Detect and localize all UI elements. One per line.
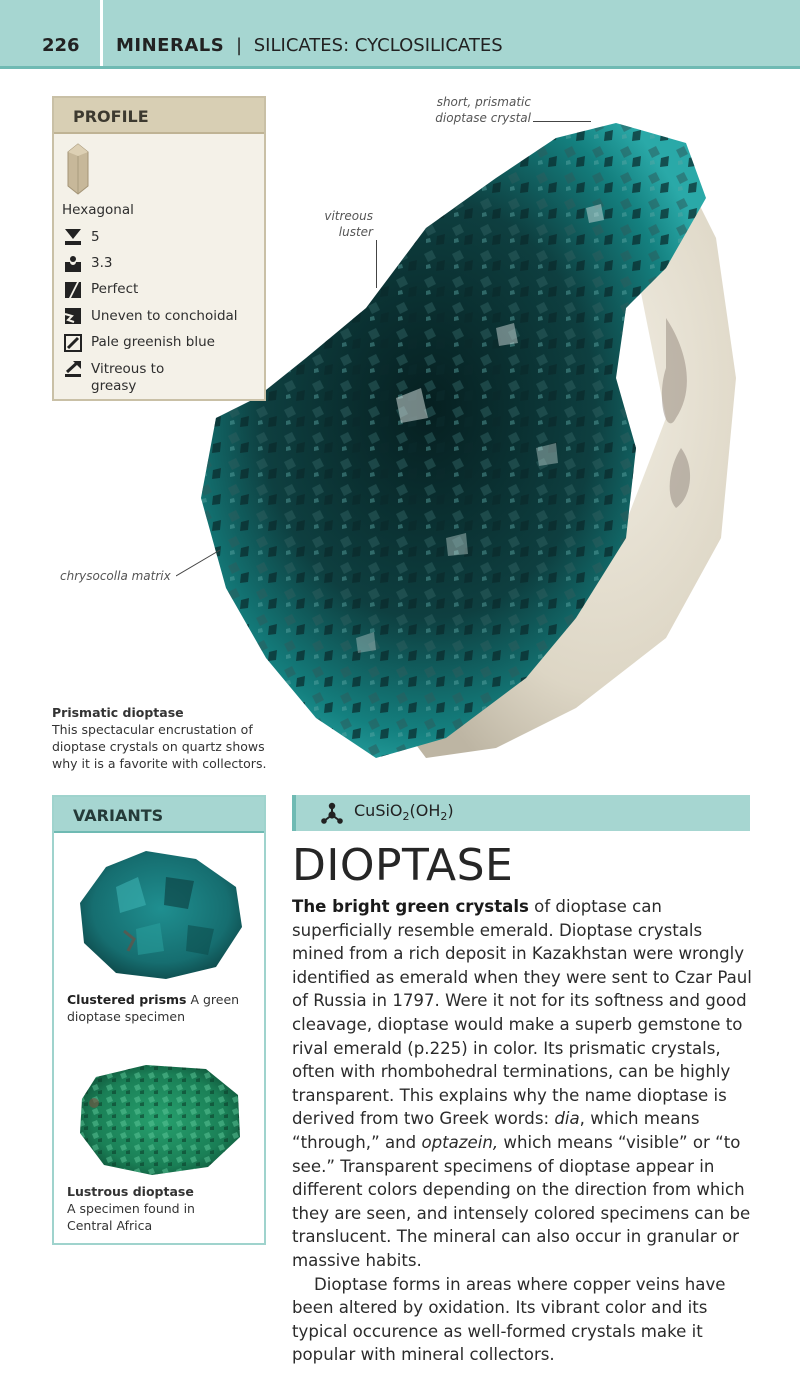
cleavage-icon [64, 281, 82, 299]
profile-specific-gravity: 3.3 [91, 255, 113, 271]
variants-box [52, 795, 266, 1245]
description-paragraph: Dioptase forms in areas where copper veins have been altered by oxidation. Its vibrant color and its typical occurence as well-formed crystals make it popular with mineral collectors. [292, 1274, 726, 1365]
callout-crystal: short, prismatic dioptase crystal [435, 95, 531, 125]
profile-fracture: Uneven to conchoidal [91, 308, 238, 324]
main-caption-line: why it is a favorite with collectors. [52, 756, 267, 771]
running-head [116, 35, 503, 56]
variants-title: VARIANTS [73, 806, 164, 825]
callout-luster: vitreous luster [324, 209, 373, 239]
hardness-icon [64, 228, 82, 246]
running-head-separator: | [235, 35, 243, 56]
chemical-formula: $CuSiO_2(OH_2)$ [354, 801, 454, 824]
profile-cleavage: Perfect [91, 281, 139, 297]
page-header [0, 0, 800, 66]
variants-header [54, 797, 264, 833]
main-specimen-image [196, 118, 741, 763]
streak-icon [64, 334, 82, 352]
profile-title: PROFILE [73, 107, 149, 126]
profile-hardness: 5 [91, 229, 100, 245]
section-name: MINERALS [116, 35, 225, 56]
main-caption-title: Prismatic dioptase [52, 705, 184, 720]
fracture-icon [64, 307, 82, 325]
main-caption-line: This spectacular encrustation of [52, 722, 253, 737]
header-divider [100, 0, 103, 66]
profile-streak: Pale greenish blue [91, 334, 215, 350]
hexagonal-crystal-icon [64, 142, 92, 196]
callout-matrix-line [176, 548, 222, 578]
callout-crystal-line [533, 121, 591, 122]
callout-matrix: chrysocolla matrix [60, 569, 171, 583]
variant-image-clustered-prisms [76, 847, 244, 983]
variant-caption-clustered-prisms: Clustered prisms A green dioptase specimen [67, 992, 240, 1024]
luster-icon [64, 360, 82, 378]
variant-image-lustrous-dioptase [76, 1059, 244, 1177]
profile-luster: Vitreous to greasy [91, 361, 165, 394]
specific-gravity-icon [64, 255, 82, 273]
description-paragraph: The bright green crystals of dioptase can superficially resemble emerald. Dioptase crystals mined from a rich deposit in Kazakhstan were wrongly identified as emerald when they were sent to Czar Paul of Russia in 1797. Were it not for its softness and good cleavage, dioptase would make a superb gemstone to rival emerald (p.225) in color. Its prismatic crystals, often with rhombohedral terminations, can be highly transparent. This explains why the name dioptase is derived from two Greek words: dia, which means “through,” and optazein, which means “visible” or “to see.” Transparent specimens of dioptase appear in different colors depending on the direction from which they are seen, and intensely colored specimens can be translucent. The mineral can also occur in granular or massive habits. [292, 897, 752, 1270]
mineral-description [292, 895, 752, 1367]
chemical-structure-icon [320, 802, 344, 824]
callout-luster-line [376, 240, 377, 288]
profile-header [54, 98, 264, 134]
profile-box [52, 96, 266, 401]
variant-caption-lustrous-dioptase: Lustrous dioptase A specimen found in Central Africa [67, 1184, 195, 1233]
header-rule [0, 66, 800, 69]
page-number: 226 [42, 35, 80, 56]
main-image-caption [52, 704, 282, 772]
chemical-formula-bar [292, 795, 750, 831]
mineral-title: DIOPTASE [292, 840, 514, 891]
main-caption-line: dioptase crystals on quartz shows [52, 739, 265, 754]
crystal-system: Hexagonal [62, 202, 134, 218]
subsection-name: SILICATES: CYCLOSILICATES [253, 35, 503, 56]
